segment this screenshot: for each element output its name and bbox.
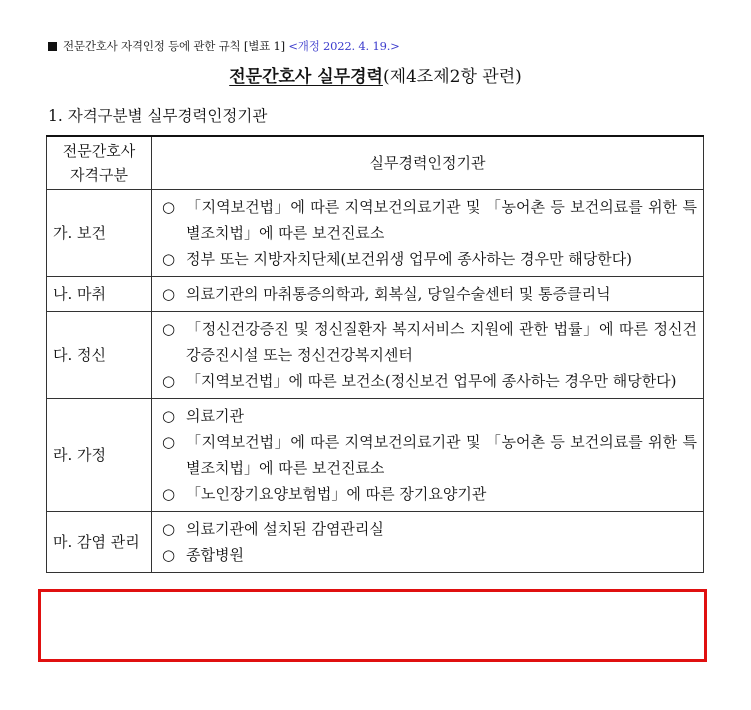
- institutions-cell: [152, 312, 704, 399]
- career-table: [46, 135, 704, 573]
- circle-bullet-icon: ○: [162, 372, 176, 390]
- col-header-institutions: 실무경력인정기관: [152, 136, 704, 190]
- circle-bullet-icon: ○: [162, 198, 176, 216]
- table-row: [47, 512, 704, 573]
- item-text: 「지역보건법」에 따른 지역보건의료기관 및 「농어촌 등 보건의료를 위한 특별조치법」에 따른 보건진료소: [186, 433, 697, 477]
- table-row: [47, 399, 704, 512]
- list-item: [162, 281, 697, 307]
- col-header-category: [47, 136, 152, 190]
- circle-bullet-icon: ○: [162, 250, 176, 268]
- section-heading: 1. 자격구분별 실무경력인정기관: [48, 107, 268, 125]
- institutions-cell: [152, 512, 704, 573]
- circle-bullet-icon: ○: [162, 485, 176, 503]
- list-item: [162, 481, 697, 507]
- item-text: 「노인장기요양보험법」에 따른 장기요양기관: [186, 485, 487, 503]
- category-cell: 가. 보건: [47, 190, 152, 277]
- title-main: 전문간호사 실무경력: [229, 67, 383, 87]
- rule-header: [48, 38, 400, 54]
- rule-name: 전문간호사 자격인정 등에 관한 규칙 [별표 1]: [63, 39, 285, 53]
- institutions-cell: [152, 399, 704, 512]
- list-item: [162, 516, 697, 542]
- list-item: [162, 542, 697, 568]
- col-header-category-line2: 자격구분: [70, 166, 128, 184]
- item-text: 의료기관: [186, 407, 244, 425]
- list-item: [162, 429, 697, 481]
- category-cell: 마. 감염 관리: [47, 512, 152, 573]
- institutions-cell: [152, 190, 704, 277]
- item-text: 정부 또는 지방자치단체(보건위생 업무에 종사하는 경우만 해당한다): [186, 250, 633, 268]
- list-item: [162, 368, 697, 394]
- highlight-box: [38, 589, 707, 662]
- list-item: [162, 246, 697, 272]
- revision-date: <개정 2022. 4. 19.>: [288, 39, 400, 53]
- item-text: 의료기관의 마취통증의학과, 회복실, 당일수술센터 및 통증클리닉: [186, 285, 611, 303]
- circle-bullet-icon: ○: [162, 520, 176, 538]
- item-text: 「정신건강증진 및 정신질환자 복지서비스 지원에 관한 법률」에 따른 정신건강증진시설 또는 정신건강복지센터: [186, 320, 697, 364]
- square-bullet-icon: [48, 42, 57, 51]
- circle-bullet-icon: ○: [162, 285, 176, 303]
- institutions-cell: [152, 277, 704, 312]
- page-title: [0, 62, 751, 87]
- item-text: 의료기관에 설치된 감염관리실: [186, 520, 384, 538]
- circle-bullet-icon: ○: [162, 433, 176, 451]
- table-row: [47, 312, 704, 399]
- item-text: 「지역보건법」에 따른 보건소(정신보건 업무에 종사하는 경우만 해당한다): [186, 372, 677, 390]
- col-header-category-line1: 전문간호사: [62, 142, 136, 160]
- table-header-row: [47, 136, 704, 190]
- title-sub: (제4조제2항 관련): [382, 67, 522, 87]
- category-cell: 다. 정신: [47, 312, 152, 399]
- list-item: [162, 316, 697, 368]
- circle-bullet-icon: ○: [162, 320, 176, 338]
- item-text: 종합병원: [186, 546, 244, 564]
- item-text: 「지역보건법」에 따른 지역보건의료기관 및 「농어촌 등 보건의료를 위한 특별조치법」에 따른 보건진료소: [186, 198, 697, 242]
- list-item: [162, 194, 697, 246]
- list-item: [162, 403, 697, 429]
- circle-bullet-icon: ○: [162, 546, 176, 564]
- category-cell: 라. 가정: [47, 399, 152, 512]
- category-cell: 나. 마취: [47, 277, 152, 312]
- circle-bullet-icon: ○: [162, 407, 176, 425]
- table-row: [47, 277, 704, 312]
- table-row: [47, 190, 704, 277]
